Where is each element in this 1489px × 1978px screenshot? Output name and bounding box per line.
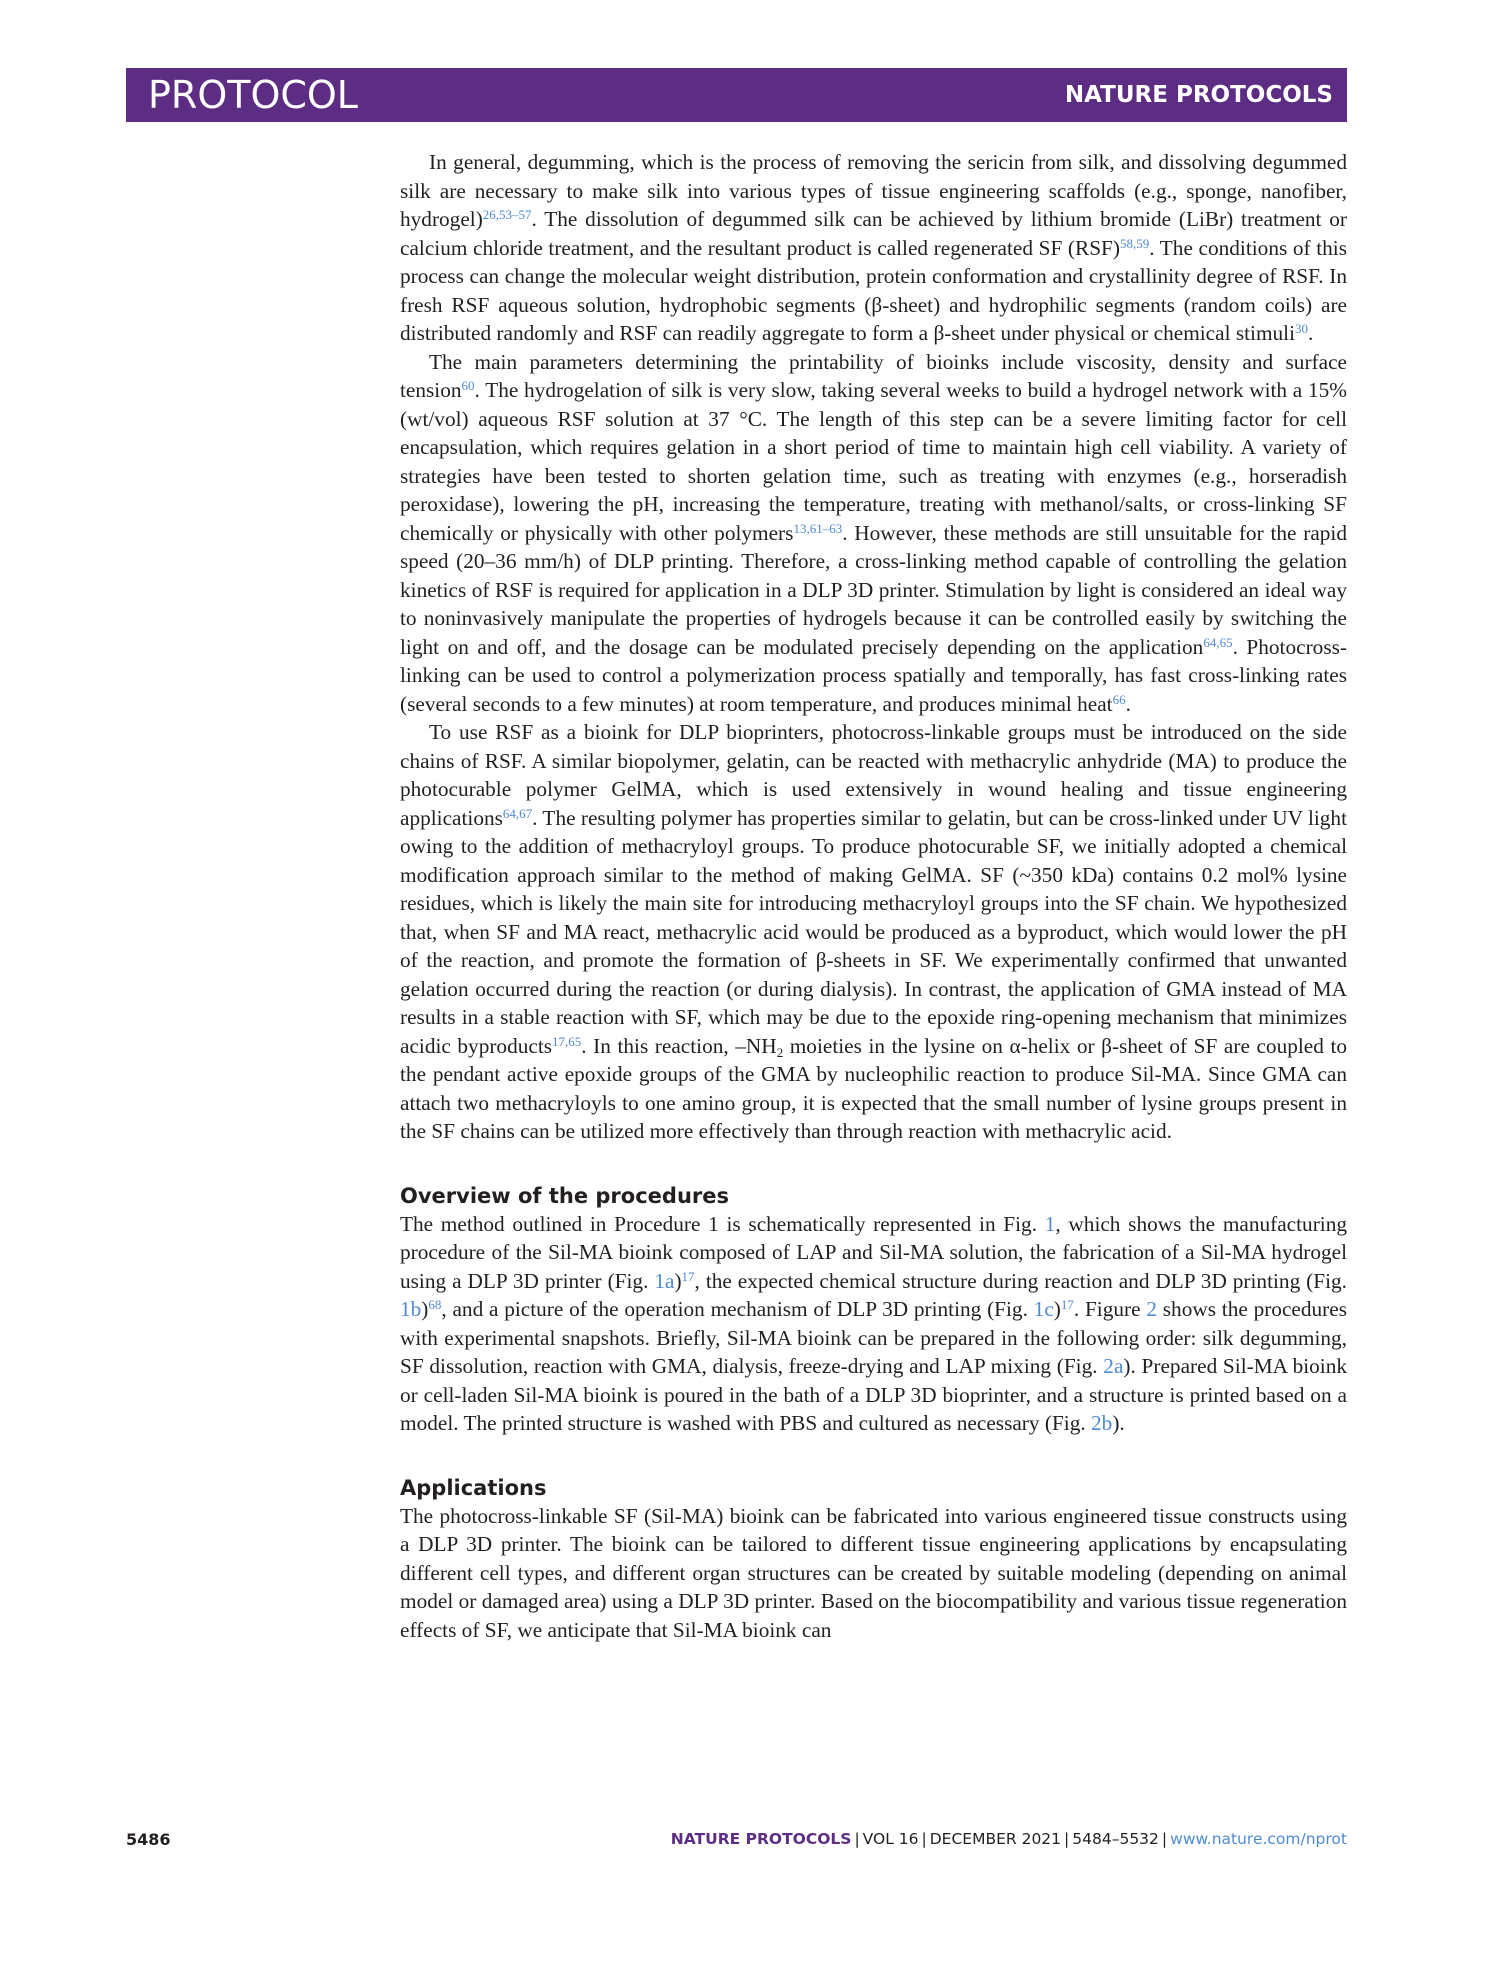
figure-link[interactable]: 2a <box>1103 1354 1124 1378</box>
page-number: 5486 <box>126 1830 171 1849</box>
paragraph-overview: The method outlined in Procedure 1 is schematically represented in Fig. 1, which shows the manufacturing procedure of the Sil-MA bioink composed of LAP and Sil-MA solution, the fabrication of a Sil-MA hydrogel using a DLP 3D printer (Fig. 1a)$^{17}$, the expected chemical structure during reaction and DLP 3D printing (Fig. 1b)$^{68}$, and a picture of the operation mechanism of DLP 3D printing (Fig. 1c)$^{17}$. Figure 2 shows the procedures with experimental snapshots. Briefly, Sil-MA bioink can be prepared in the following order: silk degumming, SF dissolution, reaction with GMA, dialysis, freeze-drying and LAP mixing (Fig. 2a). Prepared Sil-MA bioink or cell-laden Sil-MA bioink is poured in the bath of a DLP 3D bioprinter, and a structure is printed based on a model. The printed structure is washed with PBS and cultured as necessary (Fig. 2b). <box>400 1211 1347 1435</box>
figure-link[interactable]: 1b <box>400 1297 422 1321</box>
citation[interactable]: 68 <box>428 1297 442 1312</box>
footer-volume: VOL 16 <box>862 1830 919 1848</box>
citation[interactable]: 64,67 <box>502 805 533 821</box>
header-bar <box>126 68 1347 122</box>
citation[interactable]: 66 <box>1112 691 1126 707</box>
paragraph-degumming: In general, degumming, which is the process of removing the sericin from silk, and dissolving degummed silk are necessary to make silk into various types of tissue engineering scaffolds (e.g., sponge, nanofiber, hydrogel)$^{26,53-57}$. The dissolution of degummed silk can be achieved by lithium bromide (LiBr) treatment or calcium chloride treatment, and the resultant product is called regenerated SF (RSF)$^{58,59}$. The conditions of this process can change the molecular weight distribution, protein conformation and crystallinity degree of RSF. In fresh RSF aqueous solution, hydrophobic segments (β-sheet) and hydrophilic segments (random coils) are distributed randomly and RSF can readily aggregate to form a β-sheet under physical or chemical stimuli$^{30}$. <box>400 150 1347 345</box>
section-heading-overview: Overview of the procedures <box>400 1183 729 1208</box>
footer-citation: NATURE PROTOCOLS | VOL 16 | DECEMBER 2021 | 5484–5532 | www.nature.com/nprot <box>670 1830 1347 1848</box>
citation[interactable]: 30 <box>1295 321 1308 336</box>
article-body <box>400 148 1347 1644</box>
citation[interactable]: 58,59 <box>1119 235 1150 251</box>
citation[interactable]: 17,65 <box>552 1033 582 1049</box>
section-overview <box>400 1182 1347 1438</box>
citation[interactable]: 26,53–57 <box>482 207 532 222</box>
citation[interactable]: 17 <box>681 1268 695 1284</box>
footer-url-link[interactable]: www.nature.com/nprot <box>1170 1830 1347 1848</box>
citation[interactable]: 64,65 <box>1203 634 1233 650</box>
footer-issue: DECEMBER 2021 <box>929 1830 1062 1848</box>
section-applications <box>400 1474 1347 1645</box>
citation[interactable]: 17 <box>1060 1297 1074 1312</box>
journal-label: NATURE PROTOCOLS <box>1064 82 1333 108</box>
paragraph-printability: The main parameters determining the printability of bioinks include viscosity, density and surface tension$^{60}$. The hydrogelation of silk is very slow, taking several weeks to build a hydrogel network with a 15% (wt/vol) aqueous RSF solution at 37 °C. The length of this step can be a severe limiting factor for cell encapsulation, which requires gelation in a short period of time to maintain high cell viability. A variety of strategies have been tested to shorten gelation time, such as treating with enzymes (e.g., horseradish peroxidase), lowering the pH, increasing the temperature, treating with methanol/salts, or cross-linking SF chemically or physically with other polymers$^{13,61-63}$. However, these methods are still unsuitable for the rapid speed (20–36 mm/h) of DLP printing. Therefore, a cross-linking method capable of controlling the gelation kinetics of RSF is required for application in a DLP 3D printer. Stimulation by light is considered an ideal way to noninvasively manipulate the properties of hydrogels because it can be controlled easily by switching the light on and off, and the dosage can be modulated precisely depending on the application$^{64,65}$. Photocross-linking can be used to control a polymerization process spatially and temporally, has fast cross-linking rates (several seconds to a few minutes) at room temperature, and produces minimal heat$^{66}$. <box>400 349 1347 716</box>
figure-link[interactable]: 2b <box>1091 1411 1113 1435</box>
figure-link[interactable]: 1 <box>1044 1211 1056 1236</box>
figure-link[interactable]: 1a <box>654 1268 675 1293</box>
section-heading-applications: Applications <box>400 1475 547 1500</box>
footer-journal: NATURE PROTOCOLS <box>670 1830 852 1848</box>
figure-link[interactable]: 1c <box>1033 1297 1054 1321</box>
figure-link[interactable]: 2 <box>1146 1297 1157 1321</box>
section-label: PROTOCOL <box>148 73 358 117</box>
paragraph-applications: The photocross-linkable SF (Sil-MA) bioink can be fabricated into various engineered tissue constructs using a DLP 3D printer. The bioink can be tailored to different tissue engineering applications by encapsulating different cell types, and different organ structures can be created by suitable modeling (depending on animal model or damaged area) using a DLP 3D printer. Based on the biocompatibility and various tissue regeneration effects of SF, we anticipate that Sil-MA bioink can <box>400 1503 1347 1642</box>
footer-pages: 5484–5532 <box>1072 1830 1159 1848</box>
citation[interactable]: 60 <box>461 378 475 393</box>
paragraph-photocrosslinking: To use RSF as a bioink for DLP bioprinters, photocross-linkable groups must be introduced on the side chains of RSF. A similar biopolymer, gelatin, can be reacted with methacrylic anhydride (MA) to produce the photocurable polymer GelMA, which is used extensively in wound healing and tissue engineering applications$^{64,67}$. The resulting polymer has properties similar to gelatin, but can be cross-linked under UV light owing to the addition of methacryloyl groups. To produce photocurable SF, we initially adopted a chemical modification approach similar to the method of making GelMA. SF (~350 kDa) contains 0.2 mol% lysine residues, which is likely the main site for introducing methacryloyl groups into the SF chain. We hypothesized that, when SF and MA react, methacrylic acid would be produced as a byproduct, which would lower the pH of the reaction, and promote the formation of β-sheets in SF. We experimentally confirmed that unwanted gelation occurred during the reaction (or during dialysis). In contrast, the application of GMA instead of MA results in a stable reaction with SF, which may be due to the epoxide ring-opening mechanism that minimizes acidic byproducts$^{17,65}$. In this reaction, $-NH_2$ moieties in the lysine on α-helix or β-sheet of SF are coupled to the pendant active epoxide groups of the GMA by nucleophilic reaction to produce Sil-MA. Since GMA can attach two methacryloyls to one amino group, it is expected that the small number of lysine groups present in the SF chains can be utilized more effectively than through reaction with methacrylic acid. <box>400 720 1348 1143</box>
citation[interactable]: 13,61–63 <box>793 520 843 536</box>
